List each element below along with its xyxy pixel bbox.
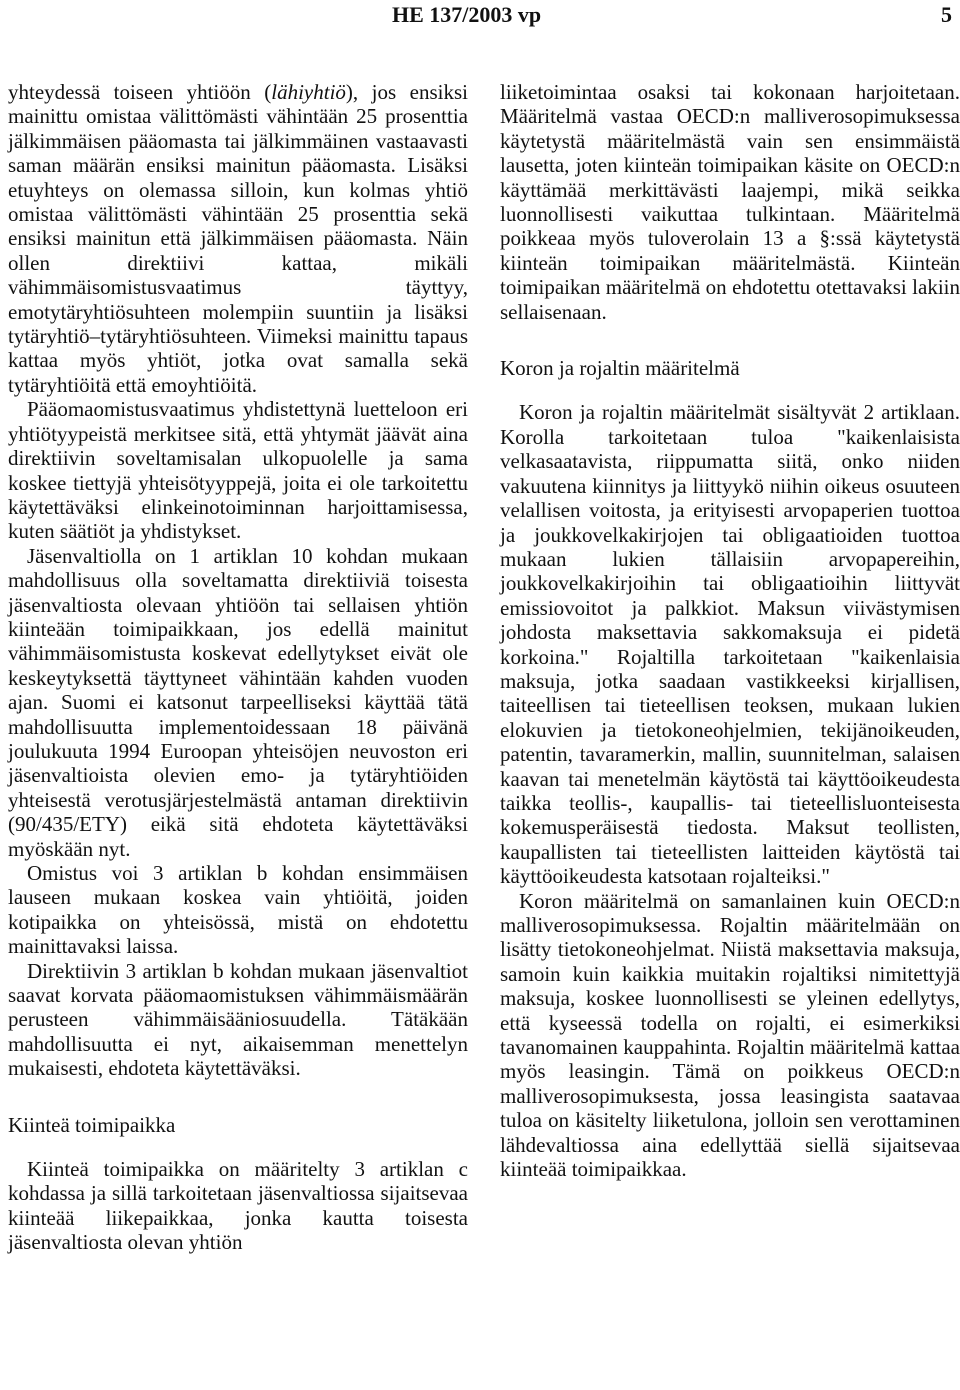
document-id: HE 137/2003 vp (392, 2, 542, 27)
paragraph: Jäsenvaltiolla on 1 artiklan 10 kohdan mukaan mahdollisuus olla soveltamatta direktiiviä toisesta jäsenvaltiosta olevaan yhtiöön tai sellaisen yhtiön kiinteään toimipaikkaan, jos edellä mainitut vähimmäisomistusta koskevat edellytykset eivät ole keskeytyksettä täyttyneet vähintään kahden vuoden ajan. Suomi ei katsonut tarpeelliseksi käyttää tätä mahdollisuutta implementoidessaan 18 päivänä joulukuuta 1994 Euroopan yhteisöjen neuvoston eri jäsenvaltioista olevien emo- ja tytäryhtiöiden yhteisestä verotusjärjestelmästä antaman direktiivin (90/435/ETY) eikä sitä ehdoteta käytettäväksi myöskään nyt. (8, 543, 468, 861)
left-column (8, 80, 468, 1255)
italic-term: lähiyhtiö (271, 80, 346, 104)
page-number: 5 (941, 2, 952, 27)
paragraph: Direktiivin 3 artiklan b kohdan mukaan jäsenvaltiot saavat korvata pääomaomistuksen vähimmäismäärän perusteen vähimmäisääniosuudella. Tätäkään mahdollisuutta ei nyt, aikaisemman menettelyn mukaisesti, ehdoteta käytettäväksi. (8, 958, 468, 1081)
text-run: yhteydessä toiseen yhtiöön ( (8, 80, 272, 104)
paragraph: Kiinteä toimipaikka on määritelty 3 artiklan c kohdassa ja sillä tarkoitetaan jäsenvaltiossa sijaitsevaa kiinteää liikepaikkaa, jonka kautta toisesta jäsenvaltiosta olevan yhtiön (8, 1157, 468, 1255)
paragraph (8, 80, 468, 397)
paragraph: Koron määritelmä on samanlainen kuin OECD:n malliverosopimuksessa. Rojaltin määritelmään on lisätty tietokoneohjelmat. Niistä maksettavia maksuja, samoin kuin kaikkia muitakin rojaltiksi nimitettyjä maksuja, koskee luonnollisesti se yleinen edellytys, että kyseessä todella on rojalti, ei esimerkiksi tavanomainen kauppahinta. Rojaltin määritelmä kattaa myös leasingin. Tämä on poikkeus OECD:n malliverosopimuksesta, jossa leasingista saatavaa tuloa on käsitelty liiketulona, jolloin sen verottaminen lähdevaltiossa aina edellyttää siellä sijaitsevaa kiinteää toimipaikkaa. (500, 888, 960, 1182)
section-heading: Koron ja rojaltin määritelmä (500, 356, 740, 381)
section-heading: Kiinteä toimipaikka (8, 1112, 176, 1137)
paragraph: Koron ja rojaltin määritelmät sisältyvät 2 artiklaan. Korolla tarkoitetaan tuloa "kaikenlaisista velkasaatavista, riippumatta siitä, onko niiden vakuutena kiinnitys ja liittyykö niihin oikeus osuuteen velallisen voitosta, ja erityisesti arvopaperien tuottoa ja joukkovelkakirjojen tai obligaatioiden tuottoa mukaan lukien tällaisiin arvopapereihin, joukkovelkakirjoihin tai obligaatioihin liittyvät emissiovoitot ja palkkiot. Maksun viivästymisen johdosta maksettavia sakkomaksuja ei pidetä korkoina." Rojaltilla tarkoitetaan "kaikenlaisia maksuja, jotka saadaan vastikkeeksi kirjallisen, taiteellisen tai tieteellisen teoksen, mukaan lukien elokuvien ja tietokoneohjelmien, tekijänoikeuden, patentin, tavaramerkin, mallin, suunnitelman, salaisen kaavan tai menetelmän käytöstä tai käyttöoikeudesta taikka teollis-, kaupallis- tai tieteellisluonteisesta kokemusperäisestä tiedosta. Maksut teollisten, kaupallisten tai tieteellisten laitteiden käytöstä tai käyttöoikeudesta katsotaan rojalteiksi." (500, 400, 960, 889)
paragraph: Pääomaomistusvaatimus yhdistettynä luetteloon eri yhtiötyypeistä merkitsee sitä, että yhtymät jäävät aina direktiivin soveltamisalan ulkopuolelle ja sama koskee tiettyjä yhteisötyyppejä, joita ei ole tarkoitettu käytettäväksi elinkeinotoiminnan harjoittamisessa, kuten säätiöt ja yhdistykset. (8, 397, 468, 544)
paragraph: liiketoimintaa osaksi tai kokonaan harjoitetaan. Määritelmä vastaa OECD:n malliverosopimuksessa käytetystä määritelmästä vain sen ensimmäistä lausetta, joten kiinteän toimipaikan käsite on OECD:n käyttämää merkittävästi laajempi, mikä seikka luonnollisesti vaikuttaa tulkintaan. Määritelmä poikkeaa myös tuloverolain 13 a §:ssä käytetystä kiinteän toimipaikan määritelmästä. Kiinteän toimipaikan määritelmä on ehdotettu otettavaksi lakiin sellaisenaan. (500, 80, 960, 324)
right-column (500, 80, 960, 1181)
paragraph: Omistus voi 3 artiklan b kohdan ensimmäisen lauseen mukaan koskea vain yhtiöitä, joiden kotipaikka on yhteisössä, mistä on ehdotettu mainittavaksi laissa. (8, 861, 468, 959)
text-run: ), jos ensiksi mainittu omistaa välittömästi vähintään 25 prosenttia jälkimmäisen pääomasta tai jälkimmäinen vastaavasti saman määrän ensiksi mainitun pääomasta. Lisäksi etuyhteys on olemassa silloin, kun kolmas yhtiö omistaa välittömästi vähintään 25 prosenttia sekä ensiksi mainitun että jälkimmäisen pääomasta. Näin ollen direktiivi kattaa, mikäli vähimmäisomistusvaatimus täyttyy, emotytäryhtiösuhteen molempiin suuntiin ja lisäksi tytäryhtiö–tytäryhtiösuhteen. Viimeksi mainittu tapaus kattaa myös yhtiöt, jotka ovat samalla sekä tytäryhtiöitä että emoyhtiöitä. (8, 80, 468, 397)
page-header (0, 2, 960, 30)
